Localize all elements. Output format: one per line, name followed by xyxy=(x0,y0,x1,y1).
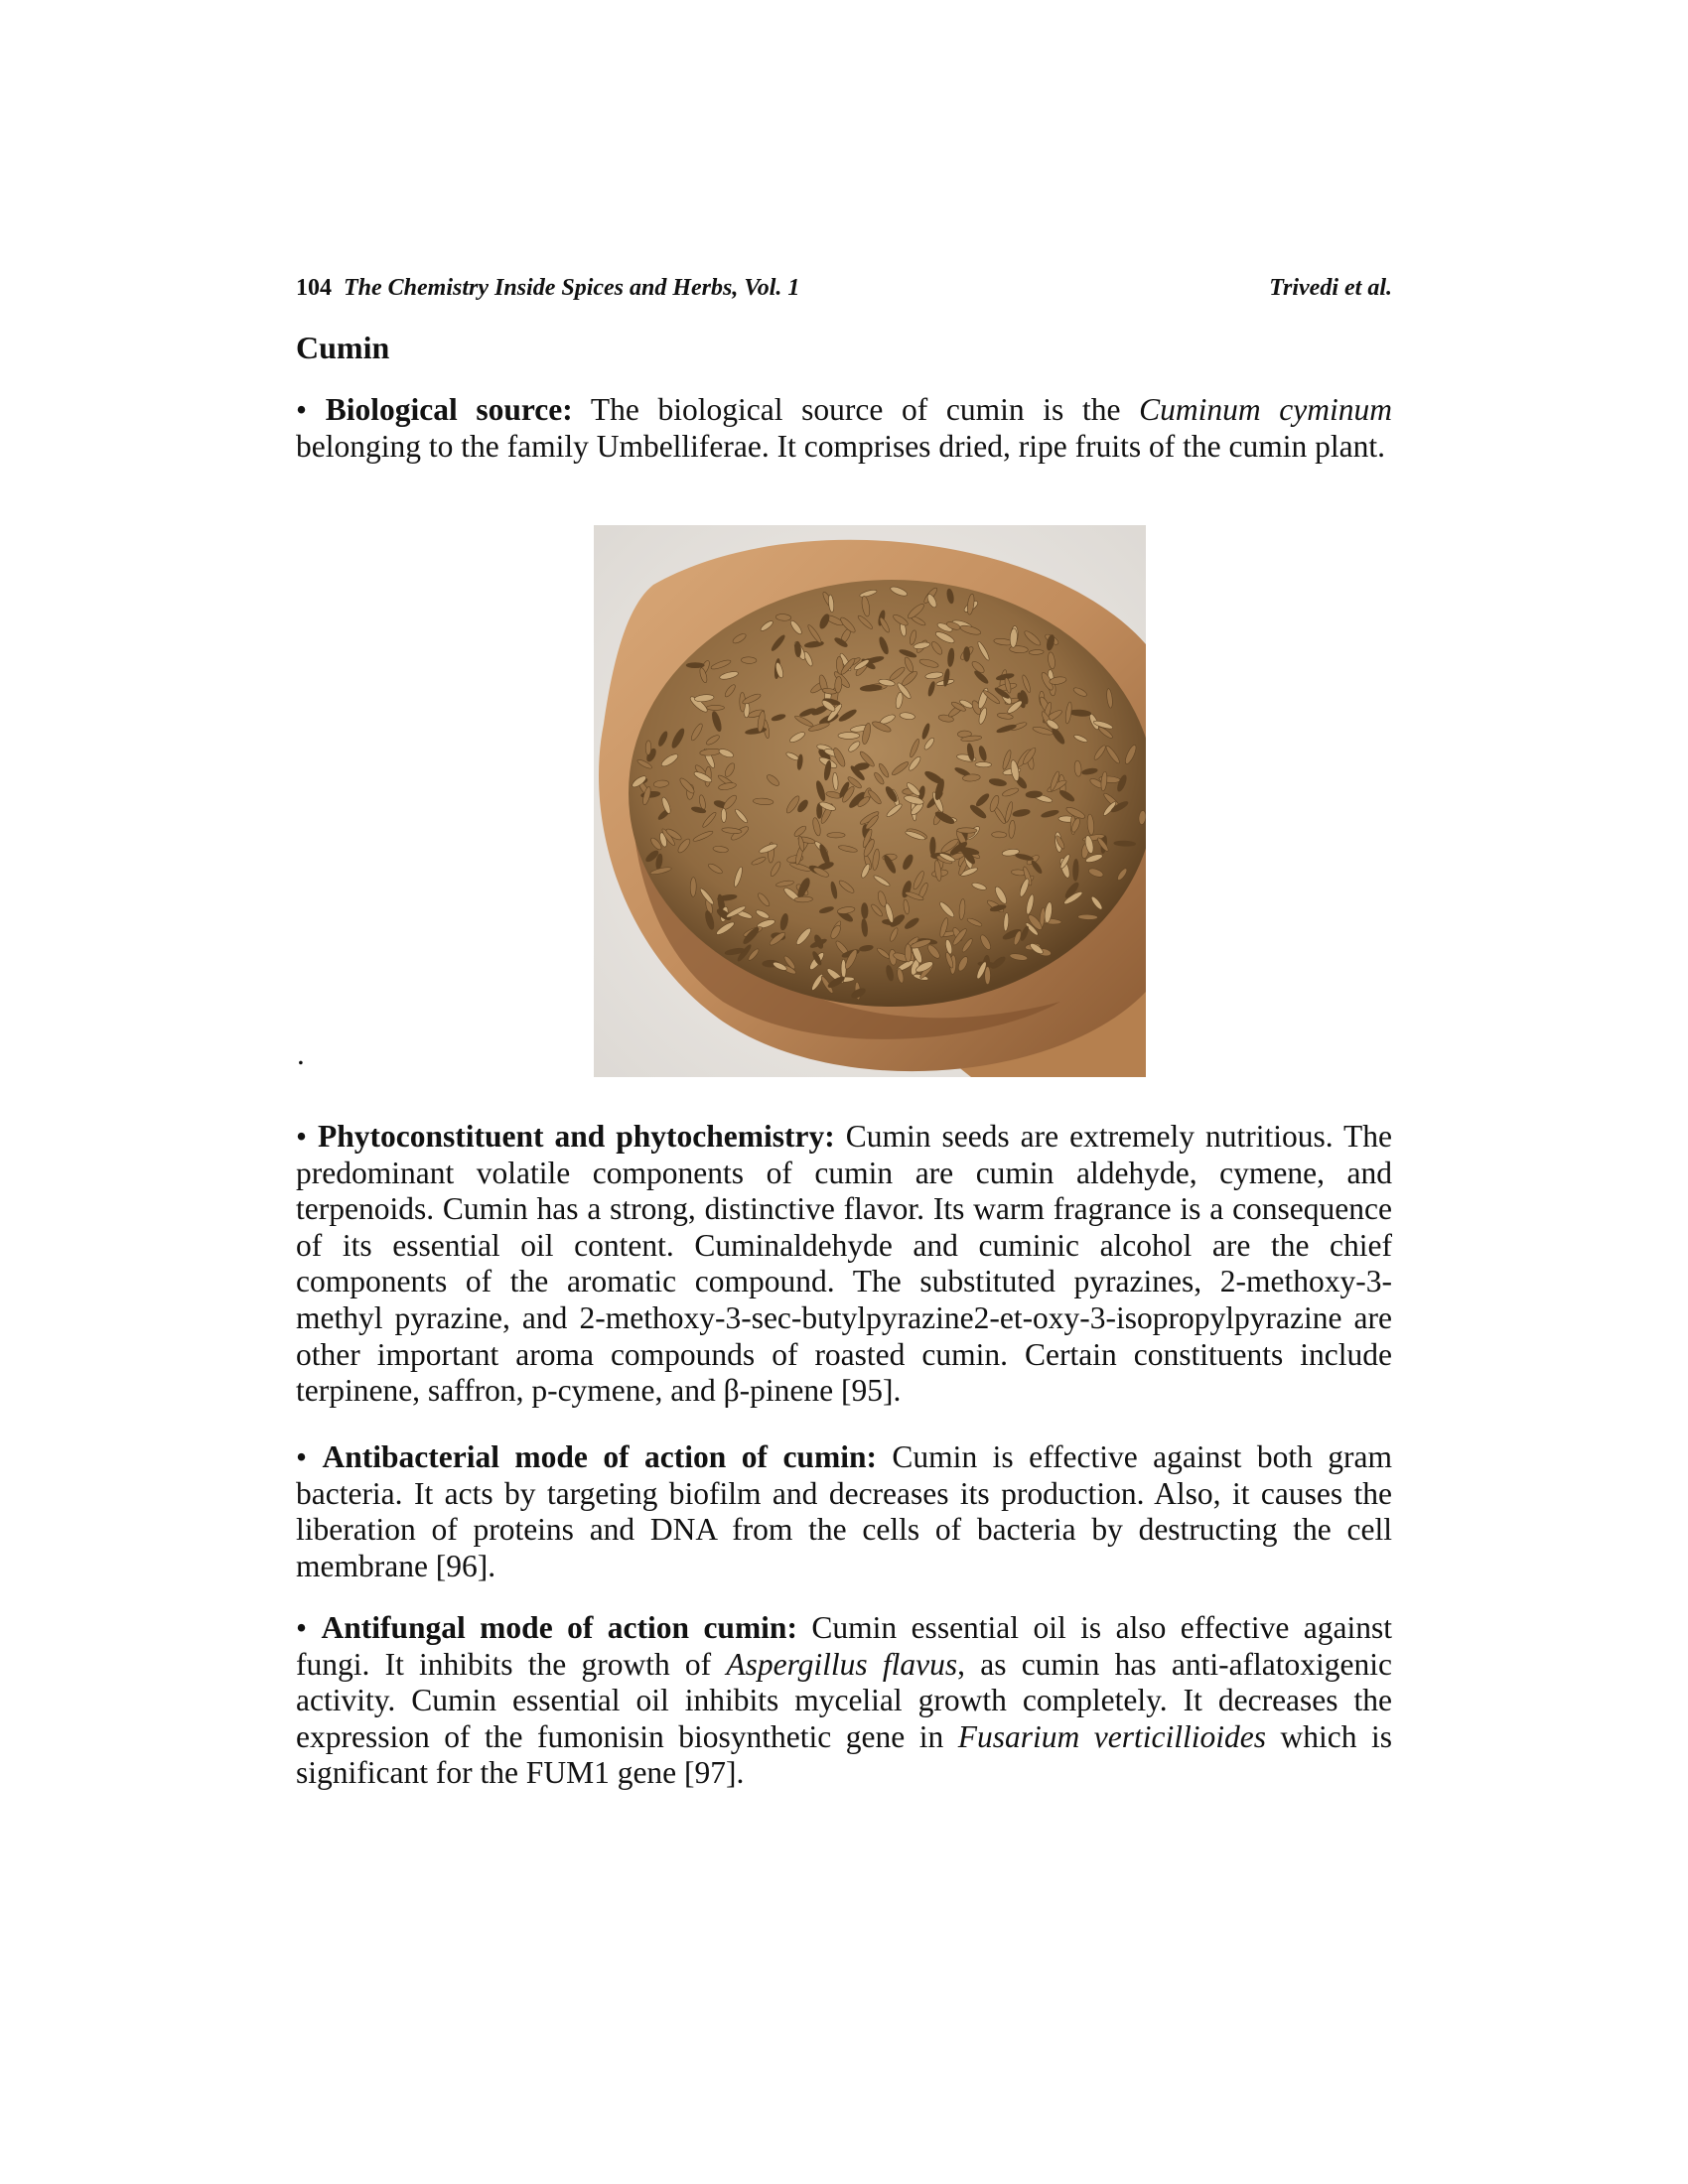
cumin-seed xyxy=(841,959,846,978)
cumin-seeds-photo xyxy=(594,525,1146,1077)
cumin-seed xyxy=(929,837,935,856)
paragraph-text: which is significant for the FUM1 gene [97]. xyxy=(296,1718,1393,1791)
paragraph-antifungal xyxy=(296,1610,1392,1792)
cumin-seed xyxy=(741,657,757,664)
cumin-seed xyxy=(827,833,845,838)
cumin-seed xyxy=(721,808,726,822)
paragraph-antibacterial xyxy=(296,1439,1392,1584)
cumin-seed xyxy=(992,832,1007,839)
running-head-authors: Trivedi et al. xyxy=(1269,275,1392,301)
bullet: • xyxy=(296,1610,308,1645)
stray-dot: . xyxy=(297,1036,305,1071)
paragraph-text: Cumin seeds are extremely nutritious. The predominant volatile components of cumin are cumin aldehyde, cymene, and terpenoids. Cumin has a strong, distinctive flavor. Its warm fragrance is a consequence of its essential oil content. Cuminaldehyde and cuminic alcohol are the chief components of the aromatic compound. The substituted pyrazines, 2-methoxy-3-methyl pyrazine, and 2-methoxy-3-sec-butylpyrazine2-et-oxy-3-isopropylpyrazine are other important aroma compounds of roasted cumin. Certain constituents include terpinene, saffron, p-cymene, and β-pinene [95]. xyxy=(296,1119,1393,1409)
page-number: 104 xyxy=(296,275,332,301)
cumin-seed xyxy=(964,647,970,662)
paragraph-heading: Antifungal mode of action cumin: xyxy=(321,1610,797,1645)
bullet: • xyxy=(296,392,308,427)
paragraph-heading: Phytoconstituent and phytochemistry: xyxy=(318,1119,835,1154)
paragraph-text: Cumin is effective against both gram bacteria. It acts by targeting biofilm and decreases its production. Also, it causes the liberation of proteins and DNA from the cells of bacteria by destructing the cell membrane [96]. xyxy=(296,1439,1393,1583)
cumin-seed xyxy=(690,878,696,897)
cumin-seed xyxy=(686,663,704,668)
paragraph-biological-source xyxy=(296,392,1392,465)
species-name: Cuminum cyminum xyxy=(1139,392,1393,427)
section-title: Cumin xyxy=(296,330,390,365)
paragraph-text: , as cumin has anti-aflatoxigenic activity. Cumin essential oil inhibits mycelial growth completely. It decreases the expression of the fumonisin biosynthetic gene in xyxy=(296,1646,1392,1754)
cumin-seed xyxy=(838,733,860,740)
cumin-seed xyxy=(794,896,813,902)
cumin-seed xyxy=(645,741,651,755)
paragraph-text: belonging to the family Umbelliferae. It comprises dried, ripe fruits of the cumin plant. xyxy=(296,428,1385,464)
cumin-seed xyxy=(707,705,725,710)
paragraph-heading: Antibacterial mode of action of cumin: xyxy=(322,1439,877,1474)
paragraph-heading: Biological source: xyxy=(325,392,573,427)
cumin-seed xyxy=(975,761,991,766)
bullet: • xyxy=(296,1439,308,1474)
cumin-seed xyxy=(957,828,977,834)
species-name: Fusarium verticillioides xyxy=(957,1718,1266,1754)
paragraph-phytoconstituent xyxy=(296,1119,1392,1410)
species-name: Aspergillus flavus xyxy=(726,1646,958,1682)
cumin-seed xyxy=(1072,859,1078,881)
cumin-seed xyxy=(1077,914,1097,920)
cumin-seed xyxy=(985,967,991,985)
running-head-left xyxy=(296,272,799,304)
book-title: The Chemistry Inside Spices and Herbs, Vol. 1 xyxy=(344,275,800,301)
paragraph-text: The biological source of cumin is the xyxy=(572,392,1140,427)
paragraph-text: Cumin essential oil is also effective against fungi. It inhibits the growth of xyxy=(296,1610,1392,1682)
bullet: • xyxy=(296,1119,308,1154)
